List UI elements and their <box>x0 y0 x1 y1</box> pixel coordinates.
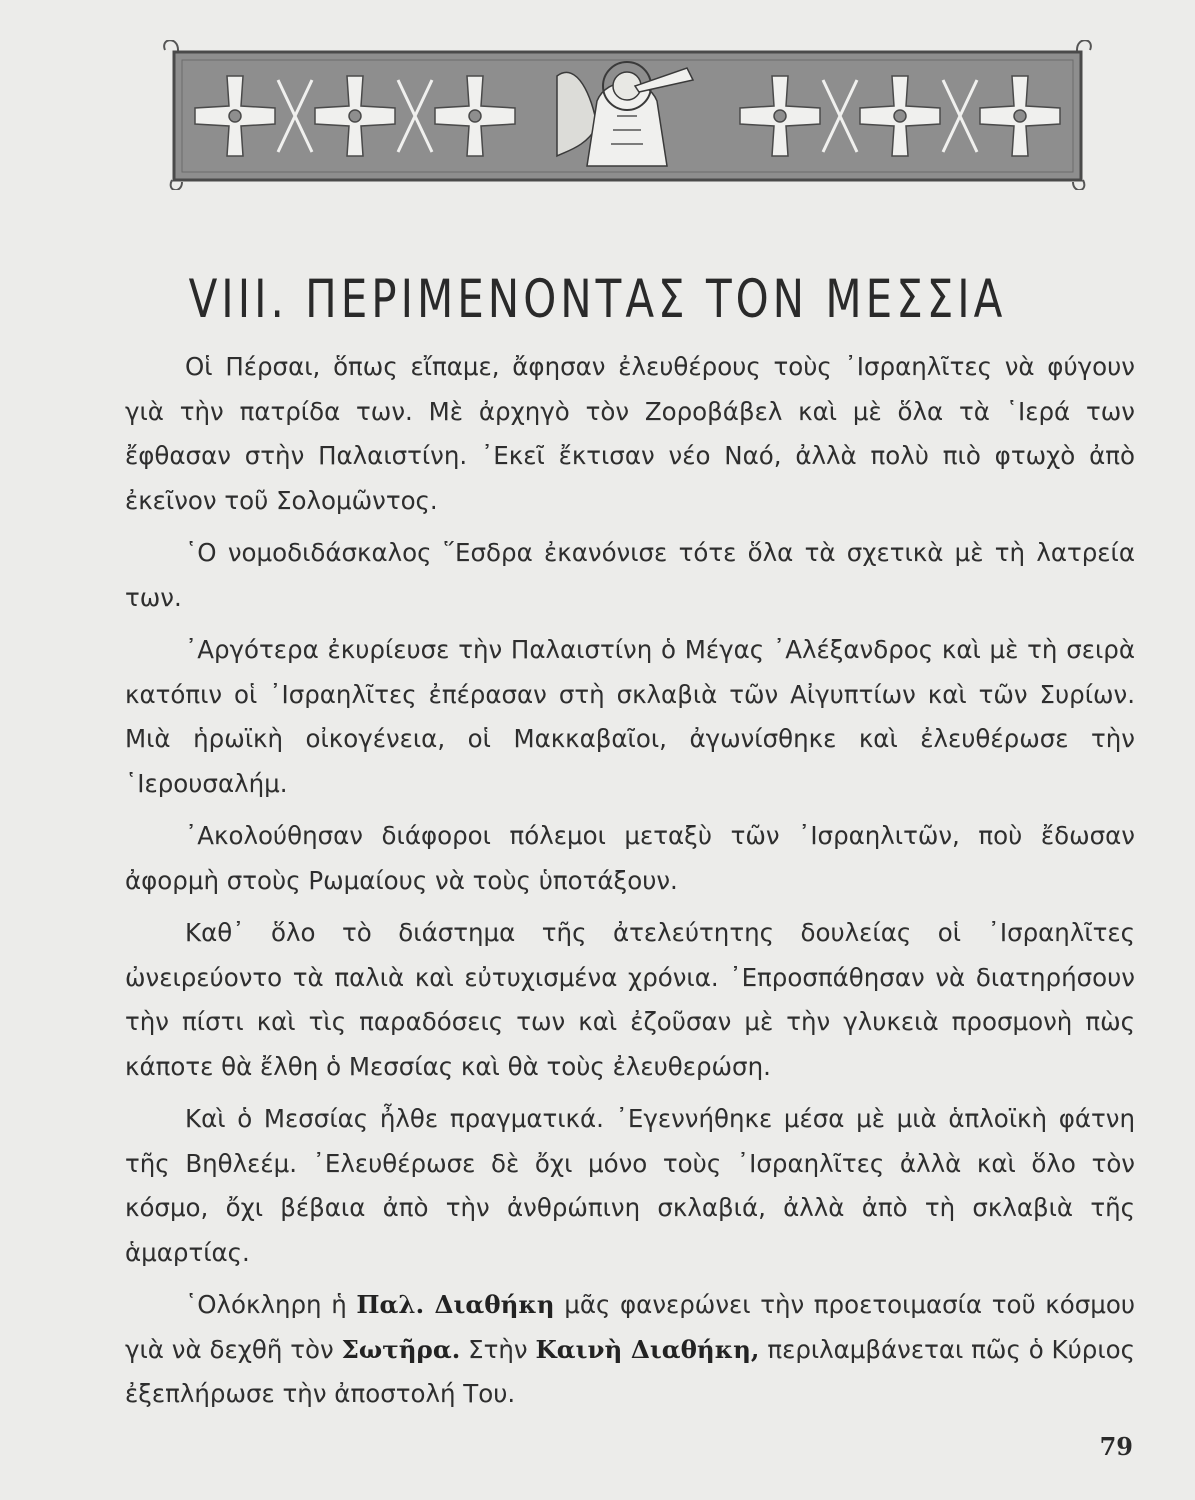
chapter-title: VIII. ΠΕΡΙΜΕΝΟΝΤΑΣ ΤΟΝ ΜΕΣΣΙΑ <box>188 268 1007 330</box>
paragraph <box>125 911 1135 1089</box>
text-run: Καθ᾽ ὅλο τὸ διάστημα τῆς ἀτελεύτητης δουλείας οἱ ᾿Ισραηλῖτες ὠνειρεύοντο τὰ παλιὰ καὶ εὐτυχισμένα χρόνια. ᾿Επροσπάθησαν νὰ διατηρήσουν τὴν πίστι καὶ τὶς παραδόσεις των καὶ ἐζοῦσαν μὲ τὴν γλυκειὰ προσμονὴ πὼς κάποτε θὰ ἔλθη ὁ Μεσσίας καὶ θὰ τοὺς ἐλευθερώση. <box>125 918 1135 1081</box>
text-run: Καὶ ὁ Μεσσίας ἦλθε πραγματικά. ᾿Εγεννήθηκε μέσα μὲ μιὰ ἁπλοϊκὴ φάτνη τῆς Βηθλεέμ. ᾿Ελευθέρωσε δὲ ὄχι μόνο τοὺς ᾿Ισραηλῖτες ἀλλὰ καὶ ὅλο τὸν κόσμο, ὄχι βέβαια ἀπὸ τὴν ἀνθρώπινη σκλαβιά, ἀλλὰ ἀπὸ τὴ σκλαβιὰ τῆς ἁμαρτίας. <box>125 1104 1135 1267</box>
text-run: Στὴν <box>460 1334 536 1364</box>
bold-term: Σωτῆρα. <box>341 1334 461 1364</box>
paragraph <box>125 814 1135 903</box>
page-number: 79 <box>1099 1432 1133 1461</box>
bold-term: Παλ. Διαθήκη <box>356 1290 555 1319</box>
text-run: περιλαμβάνεται πῶς ὁ Κύριος ἐξεπλήρωσε τὴν ἀποστολή Του. <box>125 1334 1136 1408</box>
text-run: Οἱ Πέρσαι, ὅπως εἴπαμε, ἄφησαν ἐλευθέρους τοὺς ᾿Ισραηλῖτες νὰ φύγουν γιὰ τὴν πατρίδα των. Μὲ ἀρχηγὸ τὸν Ζοροβάβελ καὶ μὲ ὅλα τὰ ῾Ιερά των ἔφθασαν στὴν Παλαιστίνη. ᾿Εκεῖ ἔκτισαν νέο Ναό, ἀλλὰ πολὺ πιὸ φτωχὸ ἀπὸ ἐκεῖνον τοῦ Σολομῶντος. <box>125 352 1135 515</box>
paragraph <box>125 531 1135 620</box>
bold-term: Καινὴ Διαθήκη, <box>535 1334 760 1364</box>
body-text <box>125 345 1135 1425</box>
ornamental-header-band <box>160 40 1095 190</box>
text-run: μᾶς φανερώνει τὴν προετοιμασία τοῦ κόσμου γιὰ νὰ δεχθῆ τὸν <box>125 1290 1136 1364</box>
paragraph <box>125 345 1135 523</box>
text-run: ᾿Ακολούθησαν διάφοροι πόλεμοι μεταξὺ τῶν ᾿Ισραηλιτῶν, ποὺ ἔδωσαν ἀφορμὴ στοὺς Ρωμαίους νὰ τοὺς ὑποτάξουν. <box>125 821 1135 895</box>
paragraph <box>125 628 1135 806</box>
paragraph <box>125 1283 1135 1417</box>
paragraph <box>125 1097 1135 1275</box>
byzantine-crosses-angel-trumpet-band-icon <box>160 40 1095 190</box>
text-run: ῾Ο νομοδιδάσκαλος ῞Εσδρα ἐκανόνισε τότε ὅλα τὰ σχετικὰ μὲ τὴ λατρεία των. <box>125 538 1135 612</box>
text-run: ᾿Αργότερα ἐκυρίευσε τὴν Παλαιστίνη ὁ Μέγας ᾿Αλέξανδρος καὶ μὲ τὴ σειρὰ κατόπιν οἱ ᾿Ισραηλῖτες ἐπέρασαν στὴ σκλαβιὰ τῶν Αἰγυπτίων καὶ τῶν Συρίων. Μιὰ ἡρωϊκὴ οἰκογένεια, οἱ Μακκαβαῖοι, ἀγωνίσθηκε καὶ ἐλευθέρωσε τὴν ῾Ιερουσαλήμ. <box>125 635 1135 798</box>
text-run: ῾Ολόκληρη ἡ <box>185 1290 357 1319</box>
